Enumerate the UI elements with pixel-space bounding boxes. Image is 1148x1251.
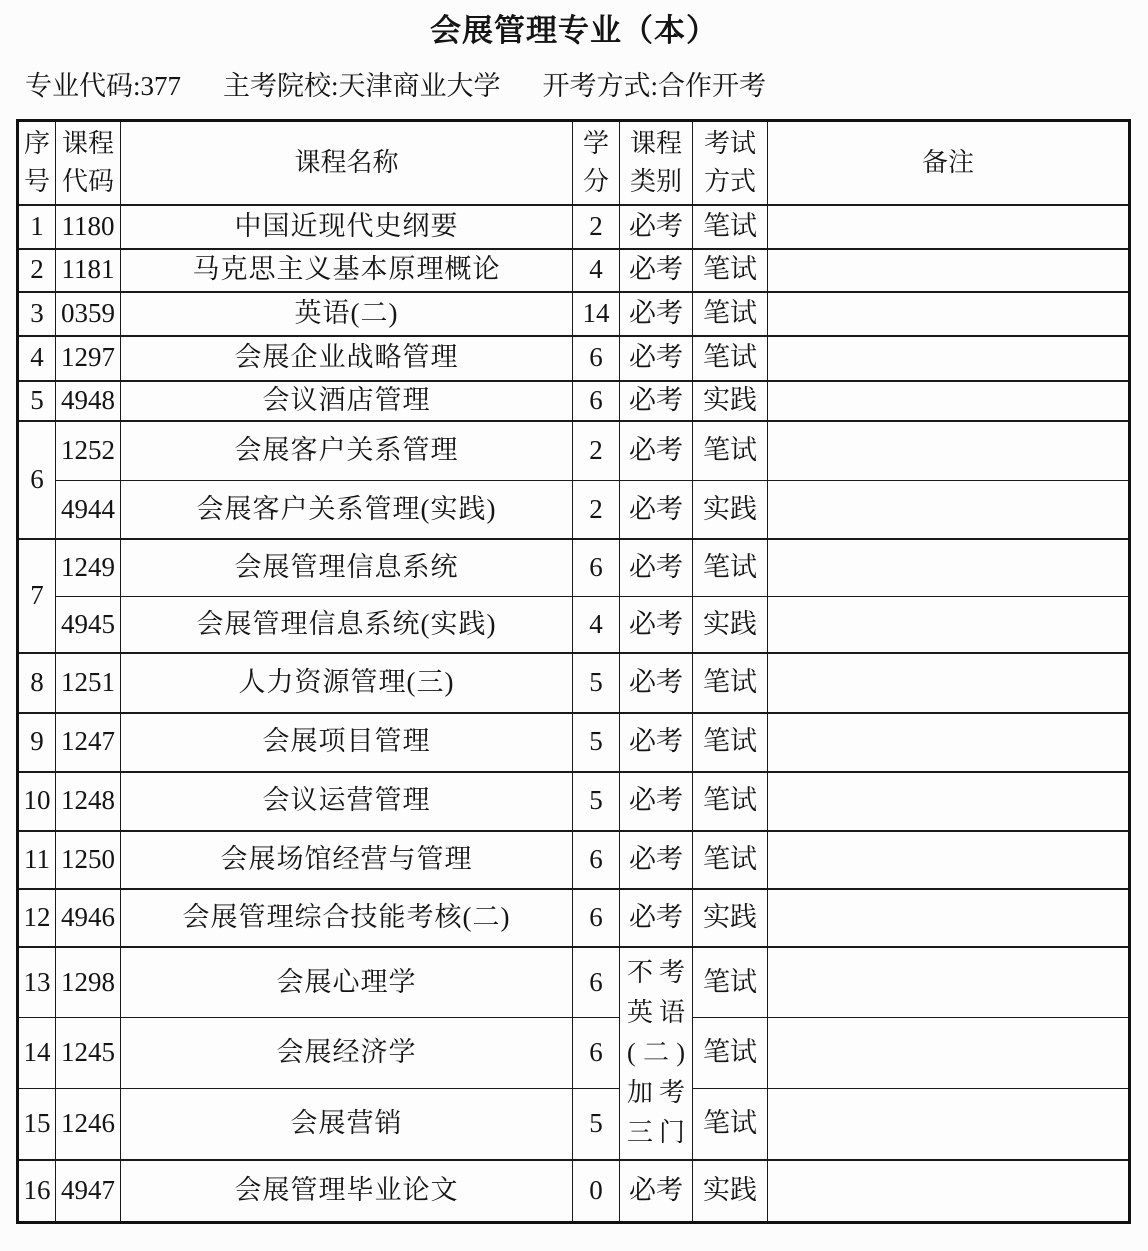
credit-cell: 5 [573, 653, 620, 713]
seq-cell: 10 [18, 772, 56, 831]
note-cell [768, 889, 1130, 947]
credit-cell: 6 [573, 1018, 620, 1089]
category-cell: 必考 [620, 831, 693, 889]
table-row [18, 947, 1130, 1018]
credit-cell: 14 [573, 292, 620, 336]
code-cell: 4946 [56, 889, 121, 947]
note-cell [768, 205, 1130, 249]
mode-cell: 笔试 [693, 947, 768, 1018]
note-cell [768, 713, 1130, 772]
name-cell: 会展经济学 [121, 1018, 573, 1089]
note-cell [768, 947, 1130, 1018]
name-cell: 英语(二) [121, 292, 573, 336]
note-cell [768, 249, 1130, 292]
code-cell: 0359 [56, 292, 121, 336]
mode-cell: 实践 [693, 481, 768, 539]
mode-cell: 实践 [693, 1160, 768, 1223]
table-row [18, 381, 1130, 421]
major-code: 专业代码:377 [25, 71, 182, 102]
code-cell: 1246 [56, 1089, 121, 1160]
code-cell: 1180 [56, 205, 121, 249]
code-cell: 4947 [56, 1160, 121, 1223]
info-line [25, 64, 1148, 103]
code-cell: 1297 [56, 336, 121, 381]
credit-cell: 6 [573, 947, 620, 1018]
code-cell: 1250 [56, 831, 121, 889]
name-cell: 中国近现代史纲要 [121, 205, 573, 249]
category-cell: 必考 [620, 481, 693, 539]
note-cell [768, 1018, 1130, 1089]
name-cell: 会展管理毕业论文 [121, 1160, 573, 1223]
header-name: 课程名称 [121, 121, 573, 205]
mode-cell: 笔试 [693, 1089, 768, 1160]
table-row [18, 831, 1130, 889]
mode-cell: 笔试 [693, 249, 768, 292]
credit-cell: 4 [573, 249, 620, 292]
note-cell [768, 381, 1130, 421]
code-cell: 1252 [56, 421, 121, 481]
note-cell [768, 336, 1130, 381]
name-cell: 会展营销 [121, 1089, 573, 1160]
credit-cell: 6 [573, 336, 620, 381]
credit-cell: 2 [573, 205, 620, 249]
name-cell: 会议运营管理 [121, 772, 573, 831]
seq-cell: 9 [18, 713, 56, 772]
table-row [18, 1089, 1130, 1160]
credit-cell: 6 [573, 889, 620, 947]
course-table [16, 119, 1131, 1224]
code-cell: 1247 [56, 713, 121, 772]
category-cell: 必考 [620, 539, 693, 597]
table-row [18, 597, 1130, 653]
name-cell: 会展管理综合技能考核(二) [121, 889, 573, 947]
mode-cell: 实践 [693, 889, 768, 947]
name-cell: 会展项目管理 [121, 713, 573, 772]
table-row [18, 889, 1130, 947]
category-cell: 必考 [620, 889, 693, 947]
credit-cell: 0 [573, 1160, 620, 1223]
credit-cell: 4 [573, 597, 620, 653]
credit-cell: 6 [573, 539, 620, 597]
note-cell [768, 481, 1130, 539]
table-row [18, 653, 1130, 713]
credit-cell: 5 [573, 713, 620, 772]
code-cell: 4948 [56, 381, 121, 421]
seq-cell: 16 [18, 1160, 56, 1223]
note-cell [768, 772, 1130, 831]
page-title: 会展管理专业（本） [430, 13, 718, 48]
credit-cell: 2 [573, 481, 620, 539]
header-category: 课程类别 [620, 121, 693, 205]
category-cell: 必考 [620, 336, 693, 381]
table-row [18, 421, 1130, 481]
category-cell: 必考 [620, 653, 693, 713]
category-cell-merged [620, 947, 693, 1160]
credit-cell: 2 [573, 421, 620, 481]
mode-cell: 笔试 [693, 421, 768, 481]
mode-cell: 笔试 [693, 653, 768, 713]
table-row [18, 249, 1130, 292]
mode-cell: 笔试 [693, 292, 768, 336]
exam-mode: 开考方式:合作开考 [542, 71, 767, 102]
seq-cell: 15 [18, 1089, 56, 1160]
category-cell: 必考 [620, 772, 693, 831]
category-cell: 必考 [620, 1160, 693, 1223]
mode-cell: 笔试 [693, 772, 768, 831]
seq-cell: 12 [18, 889, 56, 947]
category-cell: 必考 [620, 292, 693, 336]
name-cell: 会展心理学 [121, 947, 573, 1018]
name-cell: 会展客户关系管理(实践) [121, 481, 573, 539]
credit-cell: 6 [573, 381, 620, 421]
name-cell: 会展企业战略管理 [121, 336, 573, 381]
code-cell: 1248 [56, 772, 121, 831]
mode-cell: 笔试 [693, 713, 768, 772]
table-row [18, 713, 1130, 772]
seq-cell: 2 [18, 249, 56, 292]
note-cell [768, 831, 1130, 889]
name-cell: 马克思主义基本原理概论 [121, 249, 573, 292]
note-cell [768, 597, 1130, 653]
credit-cell: 6 [573, 831, 620, 889]
header-mode: 考试方式 [693, 121, 768, 205]
code-cell: 1245 [56, 1018, 121, 1089]
header-seq: 序号 [18, 121, 56, 205]
credit-cell: 5 [573, 772, 620, 831]
seq-cell: 14 [18, 1018, 56, 1089]
name-cell: 会展场馆经营与管理 [121, 831, 573, 889]
header-code: 课程代码 [56, 121, 121, 205]
name-cell: 会展管理信息系统 [121, 539, 573, 597]
code-cell: 1298 [56, 947, 121, 1018]
note-cell [768, 539, 1130, 597]
mode-cell: 实践 [693, 597, 768, 653]
code-cell: 1181 [56, 249, 121, 292]
name-cell: 会展管理信息系统(实践) [121, 597, 573, 653]
code-cell: 4944 [56, 481, 121, 539]
seq-cell: 8 [18, 653, 56, 713]
table-row [18, 481, 1130, 539]
credit-cell: 5 [573, 1089, 620, 1160]
category-cell: 必考 [620, 597, 693, 653]
category-merged-text: 不 考 英 语 ( 二 ) 加 考 三 门 [627, 958, 685, 1148]
header-note: 备注 [768, 121, 1130, 205]
mode-cell: 笔试 [693, 336, 768, 381]
table-row [18, 1018, 1130, 1089]
note-cell [768, 292, 1130, 336]
table-row [18, 772, 1130, 831]
table-header-row [18, 121, 1130, 205]
name-cell: 会展客户关系管理 [121, 421, 573, 481]
seq-cell: 13 [18, 947, 56, 1018]
mode-cell: 笔试 [693, 205, 768, 249]
mode-cell: 笔试 [693, 539, 768, 597]
host-school: 主考院校:天津商业大学 [223, 71, 501, 102]
name-cell: 会议酒店管理 [121, 381, 573, 421]
code-cell: 1251 [56, 653, 121, 713]
note-cell [768, 1089, 1130, 1160]
category-cell: 必考 [620, 713, 693, 772]
category-cell: 必考 [620, 249, 693, 292]
note-cell [768, 653, 1130, 713]
category-cell: 必考 [620, 421, 693, 481]
name-cell: 人力资源管理(三) [121, 653, 573, 713]
mode-cell: 笔试 [693, 831, 768, 889]
header-credit: 学分 [573, 121, 620, 205]
table-row [18, 292, 1130, 336]
seq-cell-merged: 7 [18, 539, 56, 653]
table-row [18, 539, 1130, 597]
seq-cell: 3 [18, 292, 56, 336]
seq-cell-merged: 6 [18, 421, 56, 539]
note-cell [768, 1160, 1130, 1223]
mode-cell: 实践 [693, 381, 768, 421]
category-cell: 必考 [620, 381, 693, 421]
table-row [18, 336, 1130, 381]
category-cell: 必考 [620, 205, 693, 249]
note-cell [768, 421, 1130, 481]
table-row [18, 1160, 1130, 1223]
seq-cell: 4 [18, 336, 56, 381]
code-cell: 4945 [56, 597, 121, 653]
seq-cell: 5 [18, 381, 56, 421]
mode-cell: 笔试 [693, 1018, 768, 1089]
code-cell: 1249 [56, 539, 121, 597]
seq-cell: 11 [18, 831, 56, 889]
seq-cell: 1 [18, 205, 56, 249]
table-row [18, 205, 1130, 249]
